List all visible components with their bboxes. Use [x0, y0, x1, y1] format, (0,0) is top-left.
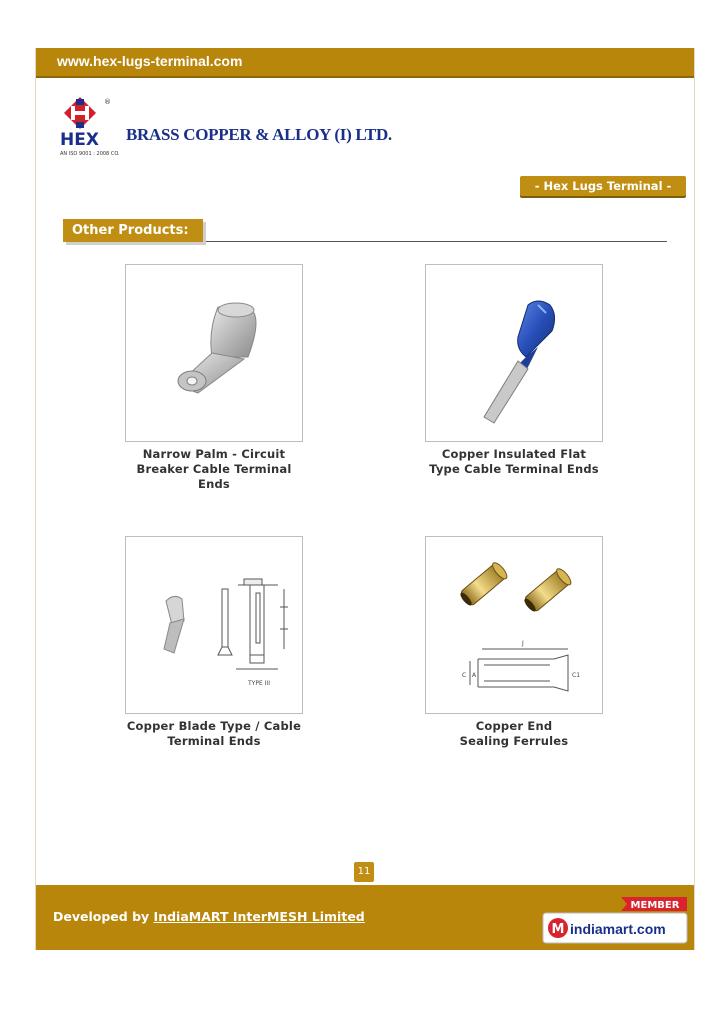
product-caption: Copper End Sealing Ferrules — [459, 719, 569, 748]
svg-text:MEMBER: MEMBER — [630, 900, 680, 911]
product-caption: Copper Blade Type / Cable Terminal Ends — [126, 719, 302, 748]
indiamart-member-badge[interactable] — [541, 895, 689, 945]
narrow-palm-lug-image — [126, 265, 302, 441]
top-bar — [36, 48, 694, 78]
product-image[interactable] — [425, 264, 603, 442]
product-image[interactable] — [425, 536, 603, 714]
section-title: Other Products: — [63, 219, 203, 242]
product-card[interactable] — [125, 264, 303, 492]
svg-text:C: C — [462, 672, 467, 679]
site-url[interactable]: www.hex-lugs-terminal.com — [57, 53, 243, 69]
developer-link[interactable]: IndiaMART InterMESH Limited — [153, 909, 365, 924]
company-name: BRASS COPPER & ALLOY (I) LTD. — [126, 125, 392, 144]
product-card[interactable] — [425, 264, 603, 477]
product-image[interactable] — [125, 264, 303, 442]
svg-text:J: J — [522, 640, 524, 647]
product-caption: Copper Insulated Flat Type Cable Terminal Ends — [429, 447, 599, 476]
section-divider — [206, 241, 667, 242]
product-image[interactable] — [125, 536, 303, 714]
developer-credit — [53, 909, 365, 924]
footer — [36, 885, 694, 950]
page — [35, 48, 695, 950]
tagline-badge: - Hex Lugs Terminal - — [520, 176, 686, 196]
svg-text:indiamart.com: indiamart.com — [570, 921, 666, 937]
page-number: 11 — [354, 862, 374, 882]
iso-text: AN ISO 9001 : 2008 CO. — [60, 151, 120, 157]
product-caption: Narrow Palm - Circuit Breaker Cable Terminal Ends — [136, 447, 292, 491]
svg-text:C1: C1 — [572, 672, 581, 679]
developed-by-label: Developed by — [53, 909, 150, 924]
product-card[interactable] — [425, 536, 603, 749]
logo-text: HEX — [60, 130, 99, 150]
blade-terminal-image — [126, 537, 302, 713]
end-sealing-ferrules-image — [426, 537, 602, 713]
svg-text:M: M — [551, 922, 565, 937]
product-card[interactable] — [125, 536, 303, 749]
svg-text:TYPE III: TYPE III — [248, 680, 270, 687]
svg-text:A: A — [472, 672, 477, 679]
insulated-flat-terminal-image — [426, 265, 602, 441]
svg-text:®: ® — [104, 98, 111, 106]
